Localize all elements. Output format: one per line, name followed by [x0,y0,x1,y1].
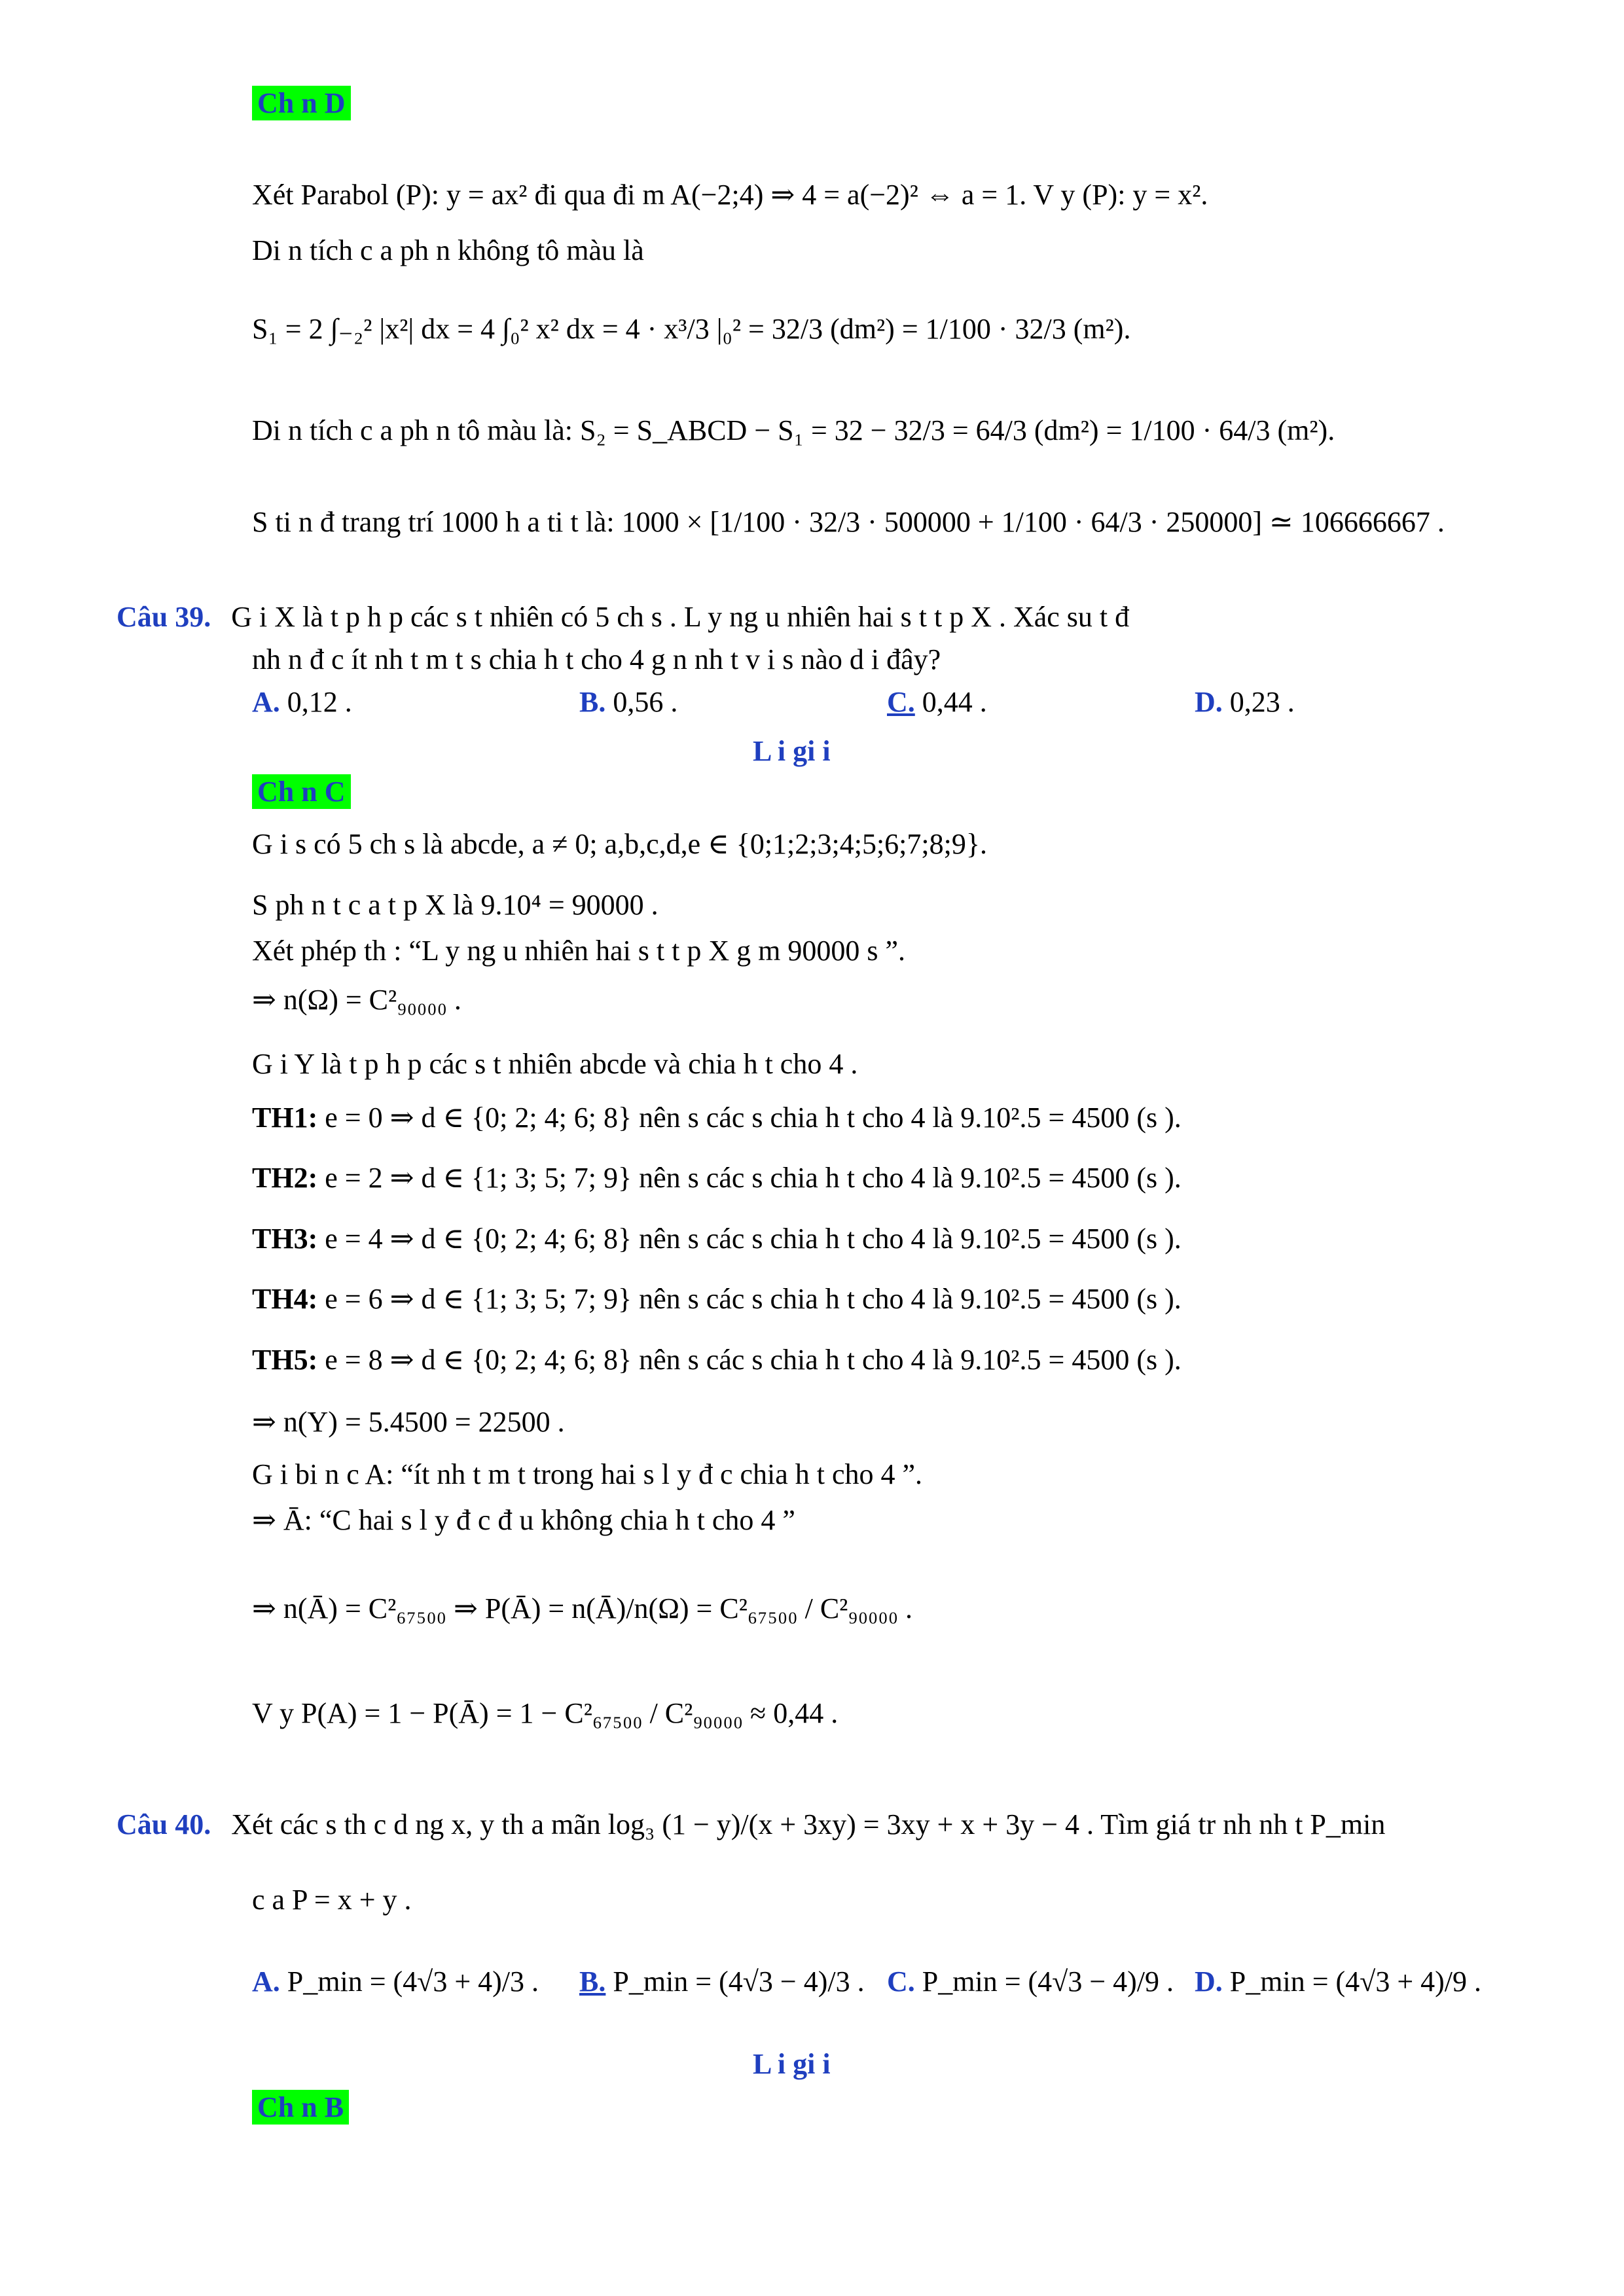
q39-sol-1: G i s có 5 ch s là abcde, a ≠ 0; a,b,c,d,e ∈ {0;1;2;3;4;5;6;7;8;9}. [252,828,987,860]
answer-badge-q38: Ch n D [252,85,351,122]
q39-case-1: TH1: e = 0 ⇒ d ∈ {0; 2; 4; 6; 8} nên s các s chia h t cho 4 là 9.10².5 = 4500 (s ). [252,1102,1182,1134]
q38-formula-s1: S₁ = 2 ∫₋₂² |x²| dx = 4 ∫₀² x² dx = 4 · x³/3 |₀² = 32/3 (dm²) = 1/100 · 32/3 (m²). [252,313,1131,345]
answer-badge-q40: Ch n B [252,2089,349,2126]
q39-case-3: TH3: e = 4 ⇒ d ∈ {0; 2; 4; 6; 8} nên s các s chia h t cho 4 là 9.10².5 = 4500 (s ). [252,1223,1182,1255]
q39-sol-4: ⇒ n(Ω) = C²₉₀₀₀₀ . [252,984,461,1016]
q39-sol-3: Xét phép th : “L y ng u nhiên hai s t t p X g m 90000 s ”. [252,935,906,967]
q39-sol-event-abar: ⇒ Ā: “C hai s l y đ c đ u không chia h t cho 4 ” [252,1504,795,1536]
q40-text-1: Xét các s th c d ng x, y th a mãn log₃ (1 − y)/(x + 3xy) = 3xy + x + 3y − 4 . Tìm giá tr nh nh t P_min [231,1808,1386,1840]
q39-case-4: TH4: e = 6 ⇒ d ∈ {1; 3; 5; 7; 9} nên s các s chia h t cho 4 là 9.10².5 = 4500 (s ). [252,1283,1182,1315]
q39-sol-prob-abar: ⇒ n(Ā) = C²₆₇₅₀₀ ⇒ P(Ā) = n(Ā)/n(Ω) = C²₆₇₅₀₀ / C²₉₀₀₀₀ . [252,1592,913,1624]
answer-badge-q39: Ch n C [252,774,351,810]
q39-option-d[interactable]: D. 0,23 . [1195,686,1295,718]
q39-option-a[interactable]: A. 0,12 . [252,686,352,718]
q39-sol-5: G i Y là t p h p các s t nhiên abcde và chia h t cho 4 . [252,1048,858,1080]
q40-solution-heading: L i gi i [753,2048,831,2080]
q39-case-5: TH5: e = 8 ⇒ d ∈ {0; 2; 4; 6; 8} nên s các s chia h t cho 4 là 9.10².5 = 4500 (s ). [252,1344,1182,1376]
q40-stem-line-2: c a P = x + y . [252,1884,412,1916]
q39-stem-line-1 [117,599,1129,636]
q39-solution-heading: L i gi i [753,735,831,767]
q39-text-1: G i X là t p h p các s t nhiên có 5 ch s . L y ng u nhiên hai s t t p X . Xác su t đ [231,601,1130,633]
q39-sol-event-a: G i bi n c A: “ít nh t m t trong hai s l y đ c chia h t cho 4 ”. [252,1458,923,1490]
q39-option-c[interactable]: C. 0,44 . [887,686,987,718]
q39-stem-line-2: nh n đ c ít nh t m t s chia h t cho 4 g n nh t v i s nào d i đây? [252,643,941,675]
q39-label: Câu 39. [117,601,211,633]
q40-option-a[interactable]: A. P_min = (4√3 + 4)/3 . [252,1965,539,1998]
q39-sol-result: V y P(A) = 1 − P(Ā) = 1 − C²₆₇₅₀₀ / C²₉₀₀₀₀ ≈ 0,44 . [252,1697,839,1729]
q40-stem-line-1 [117,1806,1385,1843]
q40-label: Câu 40. [117,1808,211,1840]
q38-total-cost: S ti n đ trang trí 1000 h a ti t là: 1000 × [1/100 · 32/3 · 500000 + 1/100 · 64/3 · 250000] ≃ 106666667 . [252,506,1445,538]
q40-option-b[interactable]: B. P_min = (4√3 − 4)/3 . [579,1965,865,1998]
q39-sol-ny: ⇒ n(Y) = 5.4500 = 22500 . [252,1406,565,1438]
q38-line-2: Di n tích c a ph n không tô màu là [252,234,644,266]
q39-case-2: TH2: e = 2 ⇒ d ∈ {1; 3; 5; 7; 9} nên s các s chia h t cho 4 là 9.10².5 = 4500 (s ). [252,1162,1182,1194]
q38-formula-s2: Di n tích c a ph n tô màu là: S₂ = S_ABCD − S₁ = 32 − 32/3 = 64/3 (dm²) = 1/100 · 64/3 (m²). [252,414,1335,446]
q40-option-d[interactable]: D. P_min = (4√3 + 4)/9 . [1195,1965,1482,1998]
q39-option-b[interactable]: B. 0,56 . [579,686,678,718]
q40-option-c[interactable]: C. P_min = (4√3 − 4)/9 . [887,1965,1174,1998]
q38-line-1: Xét Parabol (P): y = ax² đi qua đi m A(−2;4) ⇒ 4 = a(−2)² ⇔ a = 1. V y (P): y = x². [252,179,1208,211]
q39-sol-2: S ph n t c a t p X là 9.10⁴ = 90000 . [252,889,659,921]
